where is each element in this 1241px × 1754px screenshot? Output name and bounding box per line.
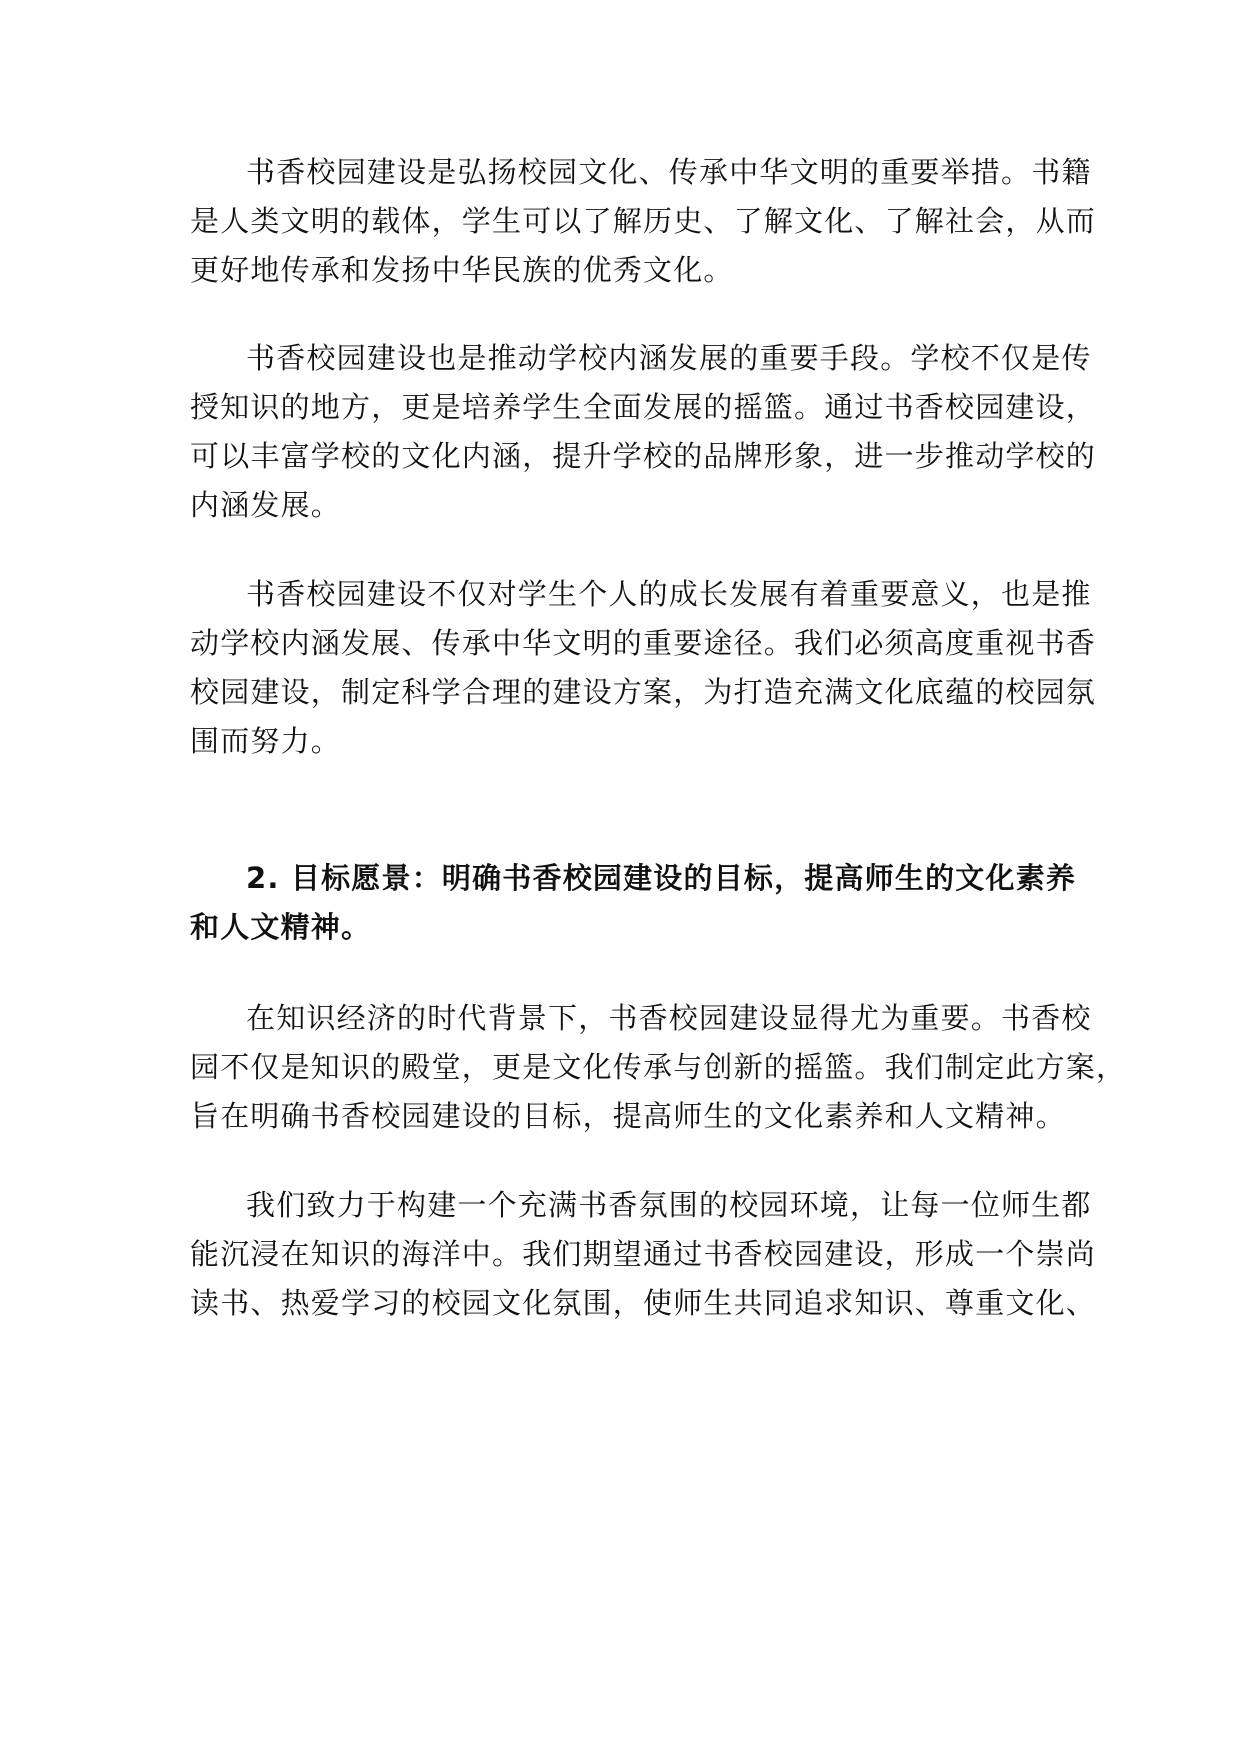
paragraph-1-line-2: 是人类文明的载体，学生可以了解历史、了解文化、了解社会，从而	[190, 204, 1097, 238]
paragraph-1-line-1: 书香校园建设是弘扬校园文化、传承中华文明的重要举措。书籍	[246, 155, 1092, 189]
paragraph-4-line-2: 园不仅是知识的殿堂，更是文化传承与创新的摇篮。我们制定此方案，	[190, 1050, 1127, 1084]
paragraph-2-line-4: 内涵发展。	[190, 488, 342, 522]
paragraph-2-line-2: 授知识的地方，更是培养学生全面发展的摇篮。通过书香校园建设，	[190, 390, 1097, 424]
paragraph-3-line-3: 校园建设，制定科学合理的建设方案，为打造充满文化底蕴的校园氛	[190, 675, 1097, 709]
paragraph-4-line-1: 在知识经济的时代背景下，书香校园建设显得尤为重要。书香校	[246, 1001, 1092, 1035]
paragraph-1-line-3: 更好地传承和发扬中华民族的优秀文化。	[190, 253, 734, 287]
paragraph-3-line-2: 动学校内涵发展、传承中华文明的重要途径。我们必须高度重视书香	[190, 626, 1097, 660]
section-heading-line-1: 2. 目标愿景：明确书香校园建设的目标，提高师生的文化素养	[246, 861, 1077, 895]
paragraph-5-line-1: 我们致力于构建一个充满书香氛围的校园环境，让每一位师生都	[246, 1188, 1092, 1222]
paragraph-3-line-4: 围而努力。	[190, 724, 342, 758]
paragraph-2-line-3: 可以丰富学校的文化内涵，提升学校的品牌形象，进一步推动学校的	[190, 439, 1097, 473]
paragraph-3-line-1: 书香校园建设不仅对学生个人的成长发展有着重要意义，也是推	[246, 577, 1092, 611]
paragraph-4-line-3: 旨在明确书香校园建设的目标，提高师生的文化素养和人文精神。	[190, 1099, 1066, 1133]
paragraph-5-line-2: 能沉浸在知识的海洋中。我们期望通过书香校园建设，形成一个崇尚	[190, 1237, 1097, 1271]
paragraph-5-line-3: 读书、热爱学习的校园文化氛围，使师生共同追求知识、尊重文化、	[190, 1286, 1097, 1320]
paragraph-2-line-1: 书香校园建设也是推动学校内涵发展的重要手段。学校不仅是传	[246, 341, 1092, 375]
section-heading-line-2: 和人文精神。	[190, 910, 372, 944]
